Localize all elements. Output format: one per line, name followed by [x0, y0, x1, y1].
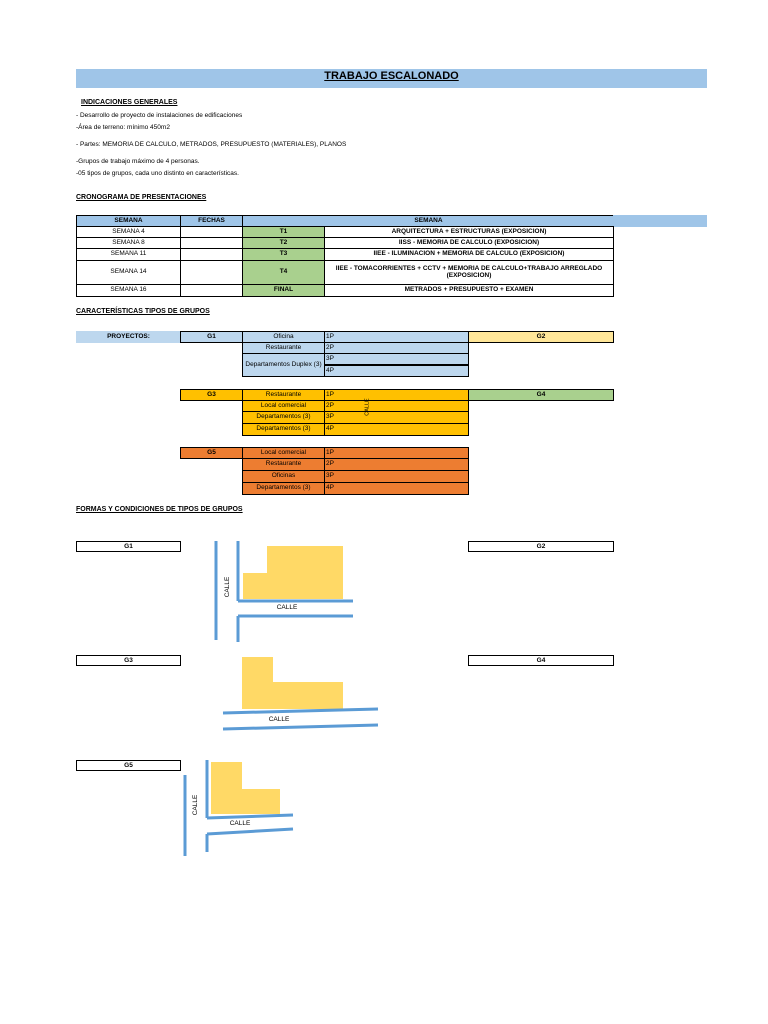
groups-heading: CARACTERÍSTICAS TIPOS DE GRUPOS	[76, 308, 210, 315]
g1-floor: 4P	[324, 365, 469, 377]
general-heading: INDICACIONES GENERALES	[81, 99, 178, 106]
form-label-g2: G2	[468, 541, 614, 552]
general-line: - Desarrollo de proyecto de instalaciones de edificaciones	[76, 112, 243, 119]
g5-floor: 3P	[324, 470, 469, 483]
table-row-semana: SEMANA 8	[76, 237, 181, 249]
table-row-desc: ARQUITECTURA + ESTRUCTURAS (EXPOSICION)	[324, 226, 614, 238]
form-label-g5: G5	[76, 760, 181, 771]
table-row-semana: SEMANA 4	[76, 226, 181, 238]
g5-floor: 1P	[324, 447, 469, 459]
form-label-g1: G1	[76, 541, 181, 552]
table-row-desc: IIEE - TOMACORRIENTES + CCTV + MEMORIA DE CALCULO+TRABAJO ARREGLADO (EXPOSICION)	[324, 260, 614, 285]
table-row-semana: SEMANA 16	[76, 284, 181, 297]
g1-item: Restaurante	[242, 342, 325, 354]
g5-floor: 2P	[324, 458, 469, 471]
g1-item: Departamentos Duplex (3)	[242, 353, 325, 377]
g2-label: G2	[468, 331, 614, 343]
g4-label: G4	[468, 389, 614, 401]
table-row-fecha	[180, 260, 243, 285]
table-row-code: T1	[242, 226, 325, 238]
street-label: CALLE	[224, 576, 231, 598]
street-line	[223, 725, 378, 729]
g5-item: Departamentos (3)	[242, 482, 325, 495]
street-label: CALLE	[276, 604, 298, 611]
general-line: - Partes: MEMORIA DE CALCULO, METRADOS, PRESUPUESTO (MATERIALES), PLANOS	[76, 141, 347, 148]
g1-floor: 2P	[324, 342, 469, 354]
g1-lot-shape	[243, 546, 343, 599]
proyectos-label: PROYECTOS:	[76, 331, 181, 343]
table-row-code: T4	[242, 260, 325, 285]
general-line: -05 tipos de grupos, cada uno distinto en características.	[76, 170, 239, 177]
g3-item: Restaurante	[242, 389, 325, 401]
g1-lot-diagram	[205, 535, 365, 645]
g3-street-label	[365, 398, 375, 418]
table-row-desc: IISS - MEMORIA DE CALCULO (EXPOSICION)	[324, 237, 614, 249]
g1-floor: 3P	[324, 353, 469, 365]
g5-lot-shape	[211, 762, 280, 814]
table-row-code: T3	[242, 248, 325, 261]
g3-floor: 1P	[324, 389, 469, 401]
table-row-fecha	[180, 284, 243, 297]
g5-lot-diagram	[180, 755, 300, 860]
g5-item: Local comercial	[242, 447, 325, 459]
street-label: CALLE	[268, 716, 290, 723]
street-line	[207, 829, 293, 834]
table-row-semana: SEMANA 11	[76, 248, 181, 261]
general-line: -Área de terreno: mínimo 450m2	[76, 124, 170, 131]
g3-item: Departamentos (3)	[242, 423, 325, 436]
col-semana2-header: SEMANA	[242, 215, 614, 227]
street-line	[223, 709, 378, 713]
g3-item: Departamentos (3)	[242, 411, 325, 424]
g3-lot-shape	[242, 657, 343, 709]
street-line	[207, 815, 293, 818]
g3-floor: 4P	[324, 423, 469, 436]
g1-label: G1	[180, 331, 243, 343]
form-label-g4: G4	[468, 655, 614, 666]
street-label: CALLE	[229, 820, 251, 827]
g5-label: G5	[180, 447, 243, 459]
g3-floor: 2P	[324, 400, 469, 412]
g3-label: G3	[180, 389, 243, 401]
title-bar	[76, 69, 707, 88]
g3-floor: 3P	[324, 411, 469, 424]
g5-floor: 4P	[324, 482, 469, 495]
schedule-heading: CRONOGRAMA DE PRESENTACIONES	[76, 194, 207, 201]
col-fechas-header: FECHAS	[180, 215, 243, 227]
g3-street-text: CALLE	[364, 398, 371, 416]
g1-floor: 1P	[324, 331, 469, 343]
table-row-desc: IIEE - ILUMINACION + MEMORIA DE CALCULO (EXPOSICION)	[324, 248, 614, 261]
g3-lot-diagram	[215, 650, 385, 740]
col-semana-header: SEMANA	[76, 215, 181, 227]
g5-item: Restaurante	[242, 458, 325, 471]
table-row-desc: METRADOS + PRESUPUESTO + EXAMEN	[324, 284, 614, 297]
form-label-g3: G3	[76, 655, 181, 666]
street-label: CALLE	[192, 794, 199, 816]
g1-item: Oficina	[242, 331, 325, 343]
table-row-semana: SEMANA 14	[76, 260, 181, 285]
g3-item: Local comercial	[242, 400, 325, 412]
header-extension	[613, 215, 707, 227]
table-row-code: T2	[242, 237, 325, 249]
page-title: TRABAJO ESCALONADO	[324, 70, 459, 82]
forms-heading: FORMAS Y CONDICIONES DE TIPOS DE GRUPOS	[76, 506, 243, 513]
table-row-code: FINAL	[242, 284, 325, 297]
g5-item: Oficinas	[242, 470, 325, 483]
general-line: -Grupos de trabajo máximo de 4 personas.	[76, 158, 200, 165]
